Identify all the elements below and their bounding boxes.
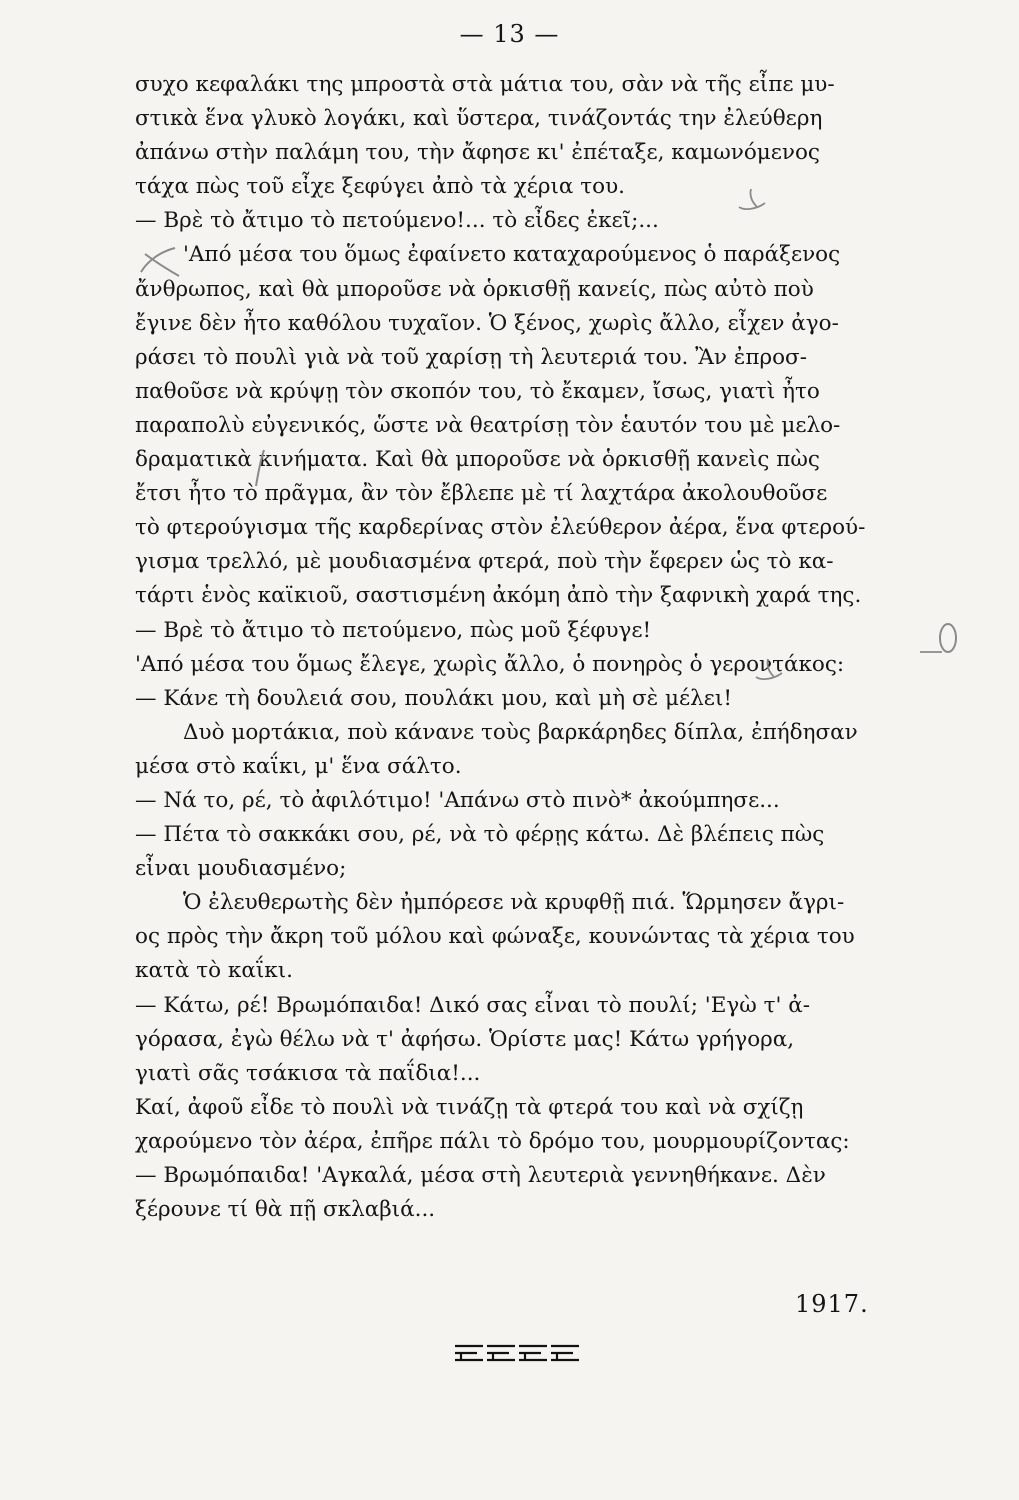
text-line: κατὰ τὸ καΐκι. xyxy=(135,958,293,984)
text-line: ος πρὸς τὴν ἄκρη τοῦ μόλου καὶ φώναξε, κουνώντας τὰ χέρια του xyxy=(135,924,855,950)
pencil-mark-icon xyxy=(918,612,968,662)
text-line: ἔγινε δὲν ἦτο καθόλου τυχαῖον. Ὁ ξένος, χωρὶς ἄλλο, εἶχεν ἀγο- xyxy=(135,310,839,336)
text-line: — Βρὲ τὸ ἄτιμο τὸ πετούμενο, πὼς μοῦ ξέφυγε! xyxy=(135,617,652,643)
text-line: 'Από μέσα του ὅμως ἔλεγε, χωρὶς ἄλλο, ὁ πονηρὸς ὁ γεροντάκος: xyxy=(135,651,845,677)
pencil-mark-icon xyxy=(735,185,769,213)
text-line: ξέρουνε τί θὰ πῇ σκλαβιά... xyxy=(135,1197,436,1223)
text-line: Καί, ἀφοῦ εἶδε τὸ πουλὶ νὰ τινάζῃ τὰ φτερά του καὶ νὰ σχίζῃ xyxy=(135,1094,804,1120)
text-line: — Βρὲ τὸ ἄτιμο τὸ πετούμενο!... τὸ εἶδες ἐκεῖ;... xyxy=(135,208,659,234)
body-text xyxy=(135,68,935,1227)
text-line: Δυὸ μορτάκια, ποὺ κάνανε τοὺς βαρκάρηδες δίπλα, ἐπήδησαν xyxy=(183,719,858,745)
text-line: χαρούμενο τὸν ἀέρα, ἐπῆρε πάλι τὸ δρόμο του, μουρμουρίζοντας: xyxy=(135,1128,850,1154)
text-line: τάχα πὼς τοῦ εἶχε ξεφύγει ἀπὸ τὰ χέρια του. xyxy=(135,174,626,200)
text-line: στικὰ ἕνα γλυκὸ λογάκι, καὶ ὕστερα, τινάζοντάς την ἐλεύθερη xyxy=(135,106,823,132)
text-line: ἄνθρωπος, καὶ θὰ μποροῦσε νὰ ὁρκισθῇ κανείς, πὼς αὐτὸ ποὺ xyxy=(135,276,814,302)
text-line: — Κάνε τὴ δουλειά σου, πουλάκι μου, καὶ μὴ σὲ μέλει! xyxy=(135,685,732,711)
text-line: γισμα τρελλό, μὲ μουδιασμένα φτερά, ποὺ τὴν ἔφερεν ὡς τὸ κα- xyxy=(135,549,834,575)
text-line: — Νά το, ρέ, τὸ ἀφιλότιμο! 'Απάνω στὸ πινὸ* ἀκούμπησε... xyxy=(135,787,780,813)
text-line: γόρασα, ἐγὼ θέλω νὰ τ' ἀφήσω. Ὁρίστε μας! Κάτω γρήγορα, xyxy=(135,1026,795,1052)
text-line: ἀπάνω στὴν παλάμη του, τὴν ἄφησε κι' ἐπέταξε, καμωνόμενος xyxy=(135,140,820,166)
text-line: μέσα στὸ καΐκι, μ' ἕνα σάλτο. xyxy=(135,753,462,779)
end-ornament-icon xyxy=(453,1340,583,1366)
pencil-mark-icon xyxy=(752,655,786,683)
pencil-mark-icon xyxy=(135,242,185,282)
text-line: — Βρωμόπαιδα! 'Αγκαλά, μέσα στὴ λευτεριὰ γεννηθήκανε. Δὲν xyxy=(135,1163,826,1188)
text-line: — Κάτω, ρέ! Βρωμόπαιδα! Δικό σας εἶναι τὸ πουλί; 'Εγὼ τ' ἀ- xyxy=(135,992,811,1018)
text-line: 'Από μέσα του ὅμως ἐφαίνετο καταχαρούμενος ὁ παράξενος xyxy=(183,242,841,268)
text-line: συχο κεφαλάκι της μπροστὰ στὰ μάτια του, σὰν νὰ τῆς εἶπε μυ- xyxy=(135,72,835,97)
year-signature: 1917. xyxy=(795,1290,869,1318)
text-line: γιατὶ σᾶς τσάκισα τὰ παΐδια!... xyxy=(135,1060,481,1086)
text-line: Ὁ ἐλευθερωτὴς δὲν ἠμπόρεσε νὰ κρυφθῇ πιά. Ὥρμησεν ἄγρι- xyxy=(183,890,845,916)
text-line: ἔτσι ἦτο τὸ πρᾶγμα, ἂν τὸν ἔβλεπε μὲ τί λαχτάρα ἀκολουθοῦσε xyxy=(135,481,828,507)
text-line: παθοῦσε νὰ κρύψῃ τὸν σκοπόν του, τὸ ἔκαμεν, ἴσως, γιατὶ ἦτο xyxy=(135,378,820,404)
text-line: τάρτι ἑνὸς καϊκιοῦ, σαστισμένη ἀκόμη ἀπὸ τὴν ξαφνικὴ χαρά της. xyxy=(135,583,862,609)
page-number: — 13 — xyxy=(459,20,560,48)
text-line: ράσει τὸ πουλὶ γιὰ νὰ τοῦ χαρίσῃ τὴ λευτεριά του. Ἂν ἐπροσ- xyxy=(135,344,808,370)
pencil-mark-icon xyxy=(250,448,270,488)
text-line: εἶναι μουδιασμένο; xyxy=(135,856,347,882)
text-line: τὸ φτερούγισμα τῆς καρδερίνας στὸν ἐλεύθερον ἀέρα, ἕνα φτερού- xyxy=(135,515,866,541)
text-line: δραματικὰ κινήματα. Καὶ θὰ μποροῦσε νὰ ὁρκισθῇ κανεὶς πὼς xyxy=(135,447,820,473)
text-line: παραπολὺ εὐγενικός, ὥστε νὰ θεατρίσῃ τὸν ἑαυτόν του μὲ μελο- xyxy=(135,412,841,438)
text-line: — Πέτα τὸ σακκάκι σου, ρέ, νὰ τὸ φέρῃς κάτω. Δὲ βλέπεις πὼς xyxy=(135,822,825,848)
